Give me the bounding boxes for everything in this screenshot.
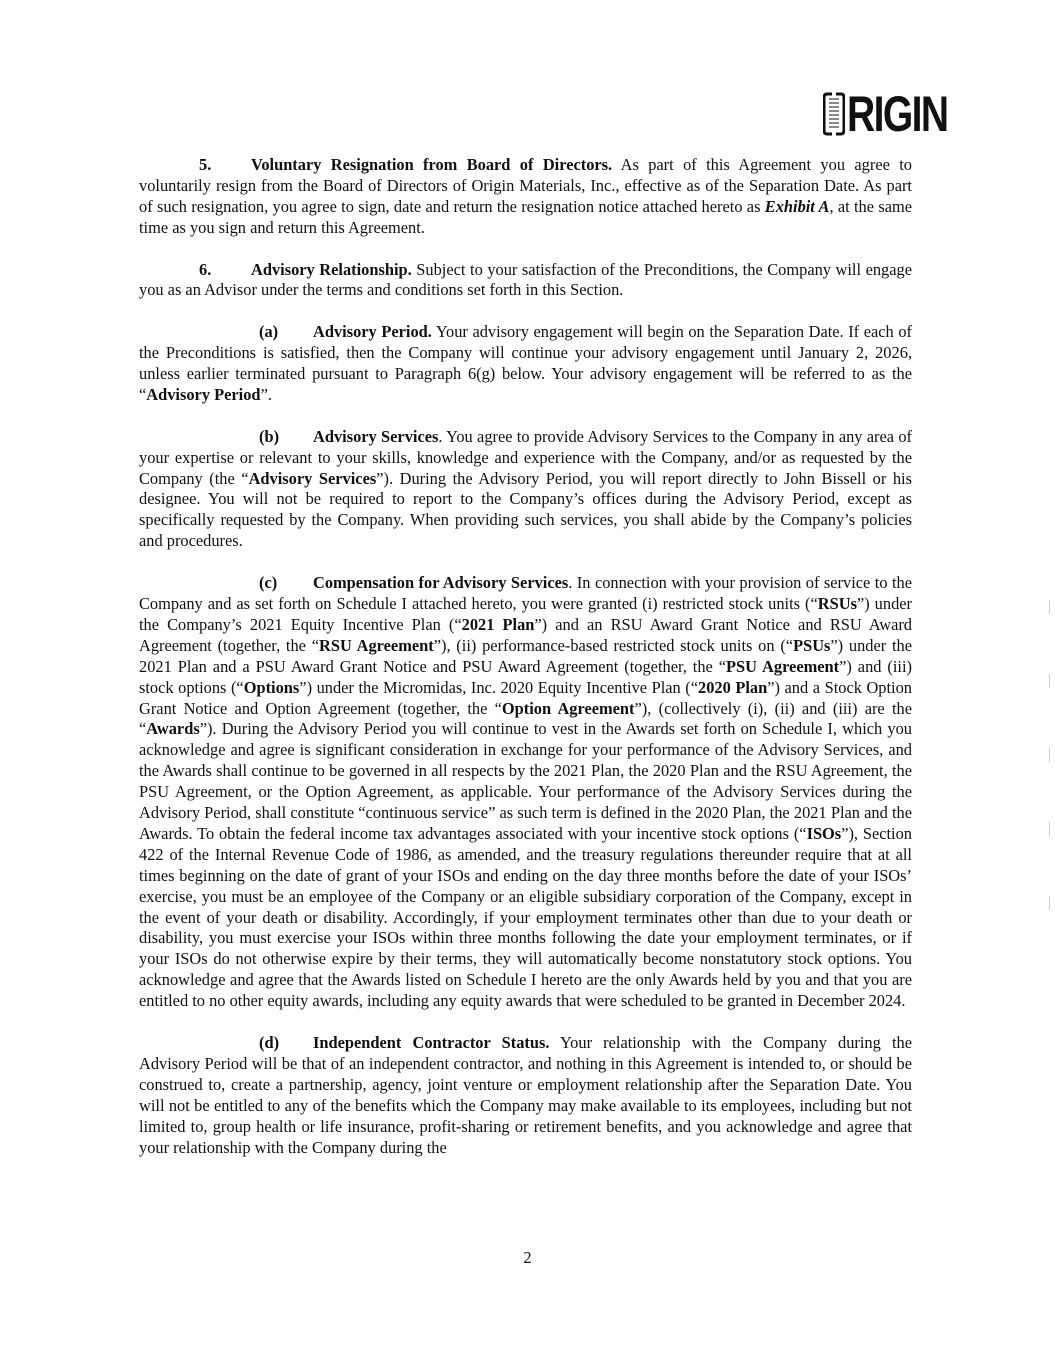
subsection-text: ”), Section 422 of the Internal Revenue Code of 1986, as amended, and the treasury regulations thereunder require that at all times beginning on the date of grant of your ISOs and ending on the day three months before the date of your ISOs’ exercise, you must be an employee of the Company or an eligible subsidiary corporation of the Company, except in the event of your death or disability. Accordingly, if your employment terminates other than due to your death or disability, you must exercise your ISOs within three months following the date your employment terminates, or if your ISOs do not otherwise expire by their terms, they will automatically become nonstatutory stock options. You acknowledge and agree that the Awards listed on Schedule I hereto are the only Awards held by you and that you are entitled to no other equity awards, including any equity awards that were scheduled to be granted in December 2024.	[139, 823, 912, 1011]
subsection-heading: Advisory Services	[313, 426, 439, 446]
subsection-label: (d)	[259, 1032, 280, 1052]
origin-logo-o-icon	[823, 92, 845, 136]
subsection-text: ”), (collectively (i), (ii) and (iii) are the “	[139, 698, 912, 739]
subsection-text: ”) under the 2021 Plan and a PSU Award Grant Notice and PSU Award Agreement (together, the “	[139, 635, 913, 676]
defined-term: ISOs	[806, 823, 842, 843]
scan-mark	[1049, 822, 1050, 836]
scan-mark	[1049, 896, 1050, 910]
section-number: 5.	[199, 155, 212, 174]
subsection-text: ”) under the Micromidas, Inc. 2020 Equity Incentive Plan (“	[299, 677, 699, 697]
section-heading: Advisory Relationship.	[251, 259, 412, 279]
subsection-heading: Independent Contractor Status.	[313, 1032, 550, 1052]
subsection-text: . You agree to provide Advisory Services to the Company in any area of your expertise or relevant to your skills, knowledge and experience with the Company, and/or as requested by the Company (the “	[139, 426, 913, 488]
subsection-text: ”), (ii) performance-based restricted stock units on (“	[433, 635, 794, 655]
subsection-text: ”) and a Stock Option Grant Notice and Option Agreement (together, the “	[139, 677, 913, 718]
subsection-text: Your advisory engagement will begin on the Separation Date. If each of the Preconditions is satisfied, then the Company will continue your advisory engagement until January 2, 2026, unless earlier terminated pursuant to Paragraph 6(g) below. Your advisory engagement will be referred to as the “	[139, 322, 912, 404]
defined-term: Options	[243, 677, 300, 697]
defined-term: 2020 Plan	[698, 677, 768, 697]
exhibit-reference: Exhibit A	[764, 196, 830, 216]
scan-mark	[1049, 748, 1050, 762]
defined-term: Advisory Period	[146, 384, 261, 404]
defined-term: Awards	[146, 719, 200, 739]
subsection-label: (b)	[259, 426, 280, 446]
section-heading: Voluntary Resignation from Board of Directors.	[251, 155, 613, 174]
scan-mark	[1049, 600, 1050, 614]
subsection-d-paragraph	[139, 1033, 912, 1158]
subsection-text: ”) under the Company’s 2021 Equity Incentive Plan (“	[139, 593, 912, 634]
subsection-text: ”). During the Advisory Period, you will report directly to John Bissell or his designee. You will not be required to report to the Company’s offices during the Advisory Period, except as specifically requested by the Company. When providing such services, you shall abide by the Company’s policies and procedures.	[139, 468, 912, 551]
section-6-paragraph	[139, 260, 912, 302]
subsection-text: ”) and (iii) stock options (“	[139, 656, 912, 697]
subsection-text: ”.	[260, 384, 272, 404]
defined-term: Advisory Services	[248, 468, 377, 488]
subsection-text: Your relationship with the Company during the Advisory Period will be that of an independent contractor, and nothing in this Agreement is intended to, or should be construed to, create a partnership, agency, joint venture or employment relationship after the Separation Date. You will not be entitled to any of the benefits which the Company may make available to its employees, including but not limited to, group health or life insurance, profit-sharing or retirement benefits, and you acknowledge and agree that your relationship with the Company during the	[139, 1032, 912, 1157]
defined-term: 2021 Plan	[461, 614, 535, 634]
subsection-a-paragraph	[139, 322, 912, 406]
defined-term: PSUs	[793, 635, 831, 655]
subsection-label: (a)	[259, 322, 279, 342]
defined-term: RSUs	[817, 593, 857, 613]
subsection-text: ”). During the Advisory Period you will continue to vest in the Awards set forth on Schedule I, which you acknowledge and agree is significant consideration in exchange for your performance of the Advisory Services, and the Awards shall continue to be governed in all respects by the 2021 Plan, the 2020 Plan and the RSU Agreement, the PSU Agreement, or the Option Agreement, as applicable. Your performance of the Advisory Services during the Advisory Period, shall constitute “continuous service” as such term is defined in the 2020 Plan, the 2021 Plan and the Awards. To obtain the federal income tax advantages associated with your incentive stock options (“	[139, 719, 912, 843]
defined-term: Option Agreement	[501, 698, 635, 718]
section-number: 6.	[199, 259, 212, 279]
section-text: Subject to your satisfaction of the Preconditions, the Company will engage you as an Advisor under the terms and conditions set forth in this Section.	[139, 259, 912, 300]
section-5-paragraph	[139, 155, 912, 239]
subsection-text: ”) and an RSU Award Grant Notice and RSU Award Agreement (together, the “	[139, 614, 912, 655]
subsection-c-paragraph	[139, 573, 912, 1012]
defined-term: PSU Agreement	[726, 656, 840, 676]
origin-logo-text: RIGIN	[847, 86, 948, 142]
document-body	[139, 155, 912, 1179]
subsection-heading: Advisory Period.	[313, 322, 432, 342]
subsection-text: . In connection with your provision of service to the Company and as set forth on Schedule I attached hereto, you were granted (i) restricted stock units (“	[139, 573, 912, 613]
subsection-label: (c)	[259, 573, 278, 593]
defined-term: RSU Agreement	[319, 635, 434, 655]
scan-margin-marks	[1049, 600, 1051, 1120]
subsection-heading: Compensation for Advisory Services	[313, 573, 569, 593]
origin-logo	[823, 88, 976, 140]
section-text: As part of this Agreement you agree to voluntarily resign from the Board of Directors of Origin Materials, Inc., effective as of the Separation Date. As part of such resignation, you agree to sign, date and return the resignation notice attached hereto as	[139, 155, 912, 216]
page-number: 2	[523, 1248, 532, 1267]
section-text: , at the same time as you sign and return this Agreement.	[139, 196, 912, 237]
subsection-b-paragraph	[139, 427, 912, 552]
scan-mark	[1049, 674, 1050, 688]
